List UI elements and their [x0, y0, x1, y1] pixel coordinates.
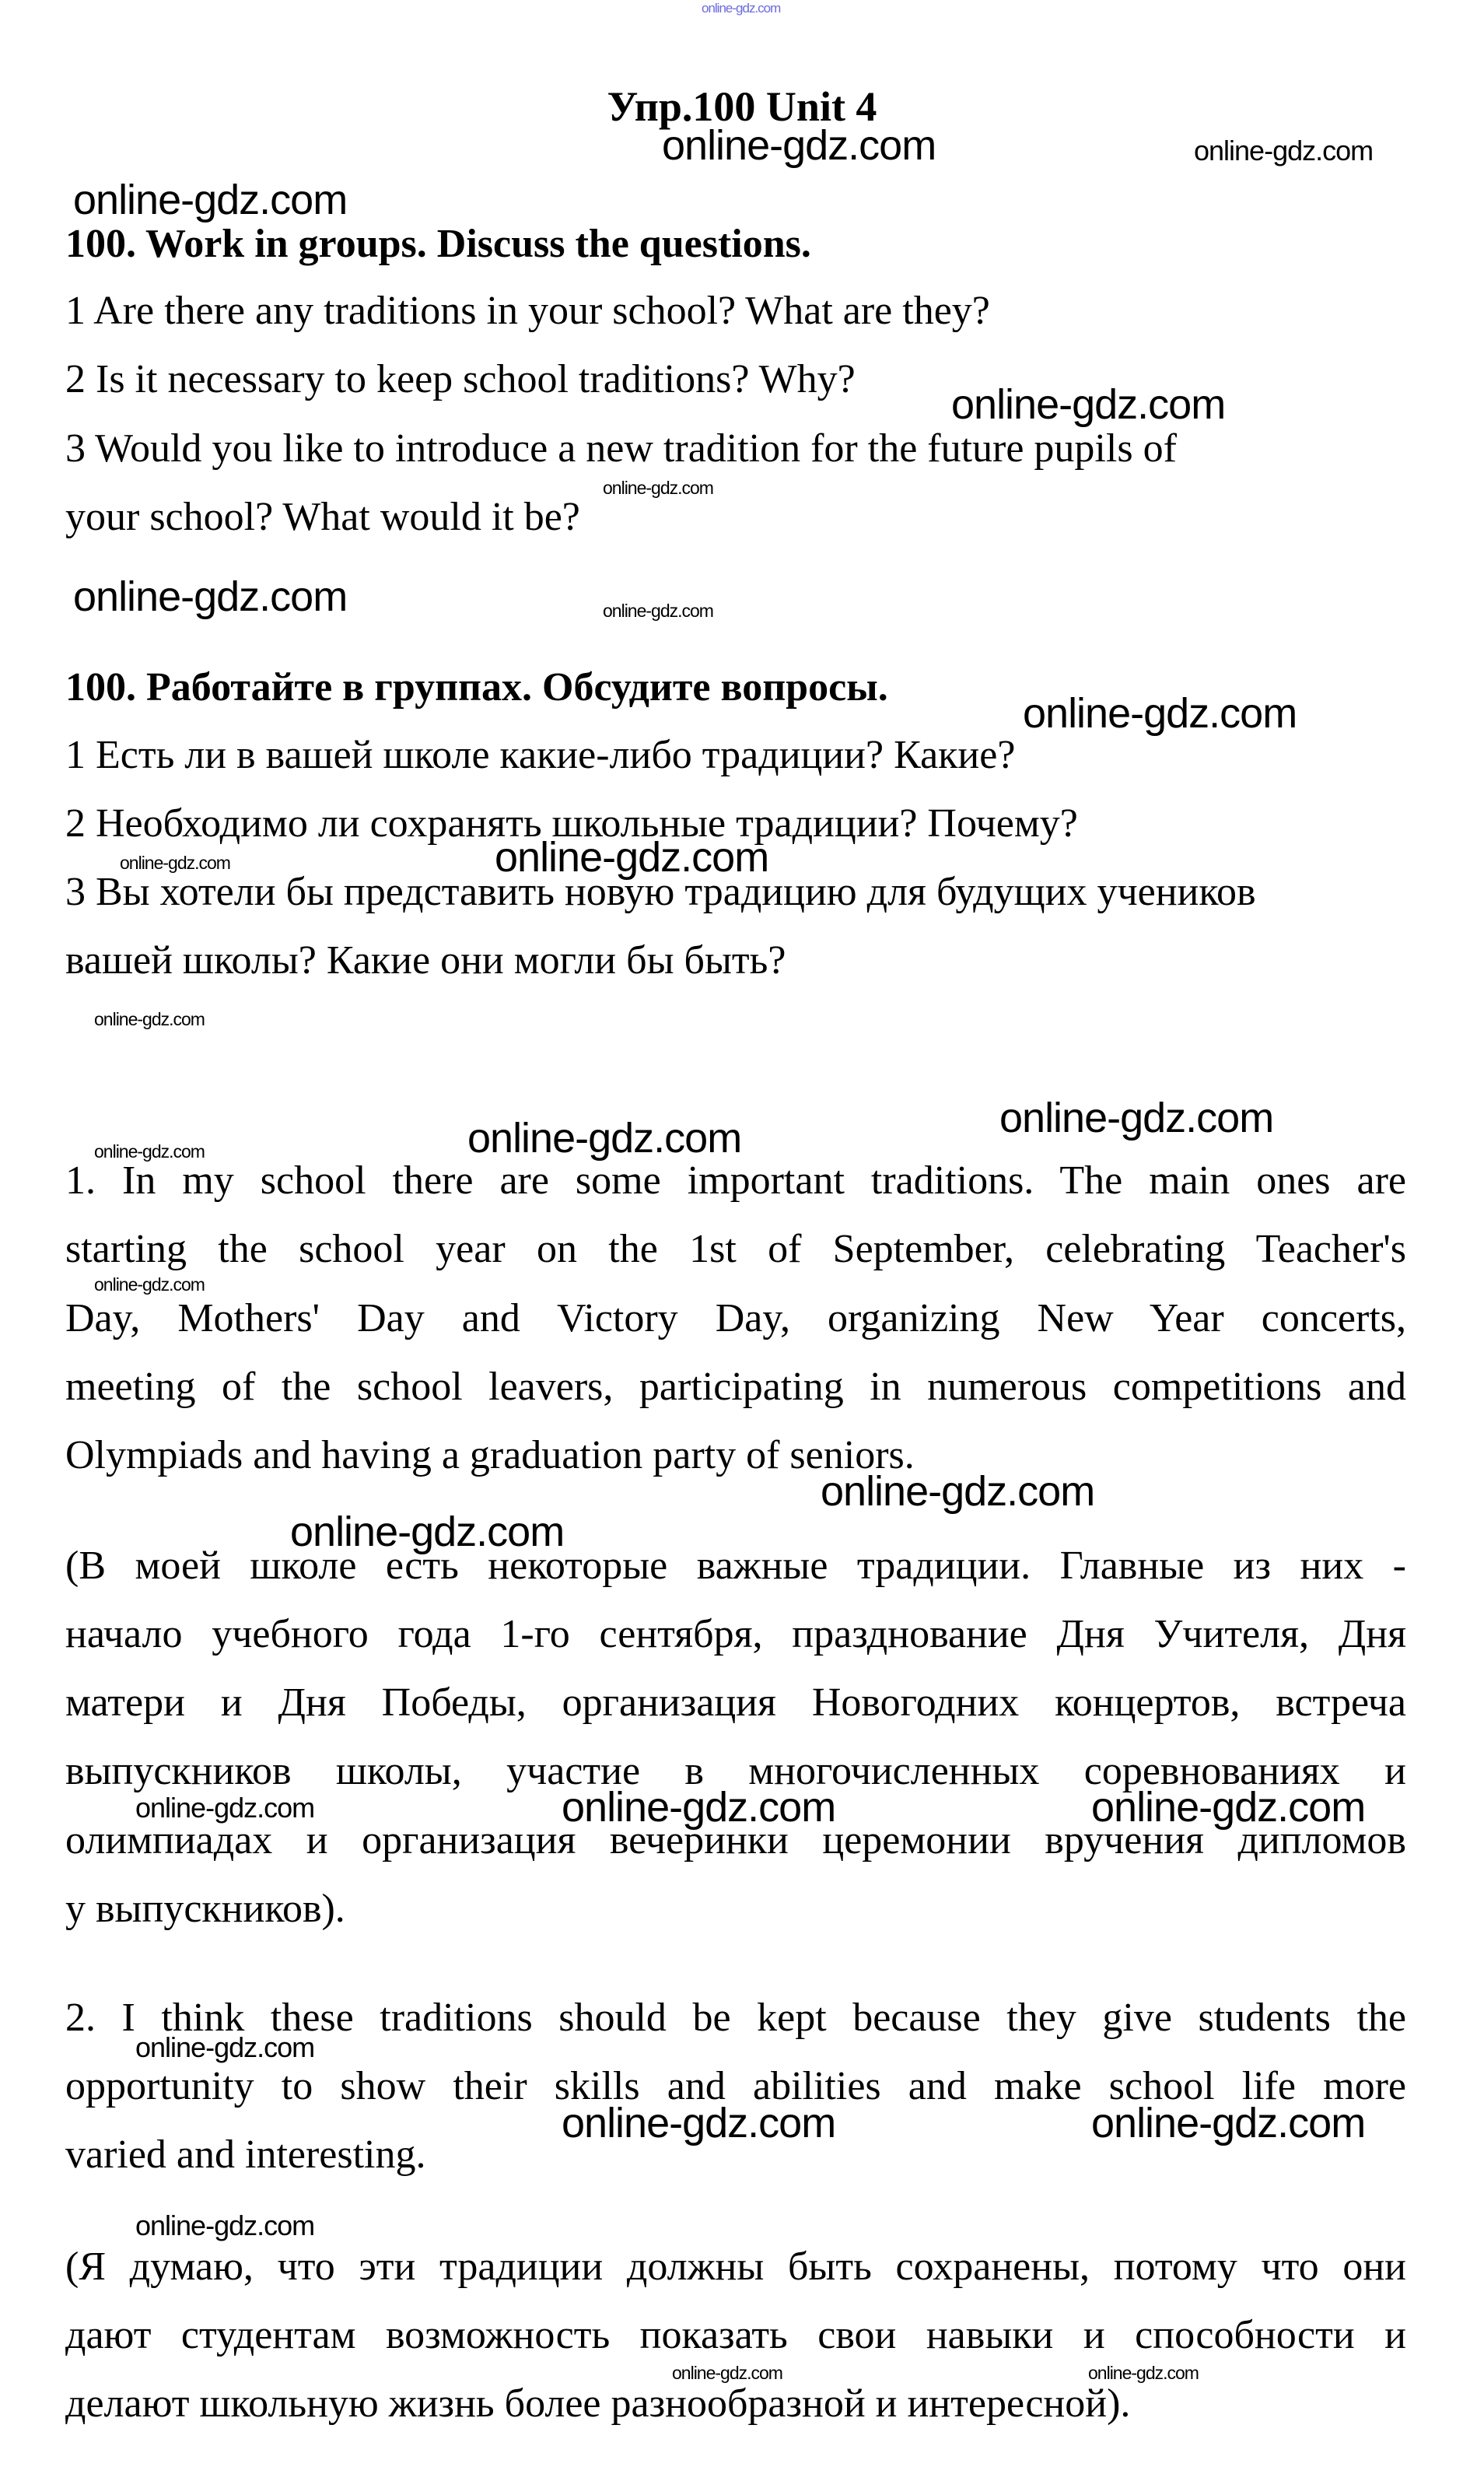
question-line: 2 Is it necessary to keep school traditions? Why? — [65, 357, 856, 401]
question-line: 3 Вы хотели бы представить новую традицию для будущих учеников — [65, 870, 1256, 914]
watermark: online-gdz.com — [821, 1468, 1095, 1515]
watermark: online-gdz.com — [73, 177, 348, 223]
watermark: online-gdz.com — [135, 2031, 315, 2063]
answer-line: (В моей школе есть некоторые важные традиции. Главные из них - — [65, 1544, 1406, 1588]
answer-line: матери и Дня Победы, организация Новогодних концертов, встреча — [65, 1680, 1406, 1725]
watermark: online-gdz.com — [1091, 2100, 1366, 2146]
question-line: your school? What would it be? — [65, 495, 580, 539]
answer-line: Olympiads and having a graduation party of seniors. — [65, 1433, 915, 1477]
watermark: online-gdz.com — [951, 381, 1226, 428]
watermark: online-gdz.com — [1194, 135, 1374, 166]
watermark: online-gdz.com — [603, 478, 713, 498]
question-line: 2 Необходимо ли сохранять школьные традиции? Почему? — [65, 801, 1078, 846]
answer-line: олимпиадах и организация вечеринки церемонии вручения дипломов — [65, 1818, 1406, 1863]
page-title: Упр.100 Unit 4 — [607, 83, 877, 130]
answer-line: starting the school year on the 1st of September, celebrating Teacher's — [65, 1227, 1406, 1271]
watermark: online-gdz.com — [562, 1784, 836, 1831]
question-line: вашей школы? Какие они могли бы быть? — [65, 938, 786, 983]
watermark: online-gdz.com — [94, 1141, 205, 1162]
watermark: online-gdz.com — [1088, 2363, 1199, 2383]
watermark: online-gdz.com — [73, 573, 348, 620]
answer-line: выпускников школы, участие в многочисленных соревнованиях и — [65, 1749, 1406, 1793]
watermark: online-gdz.com — [672, 2363, 782, 2383]
answer-line: 1. In my school there are some important traditions. The main ones are — [65, 1158, 1406, 1203]
answer-line: Day, Mothers' Day and Victory Day, organizing New Year concerts, — [65, 1296, 1406, 1340]
watermark: online-gdz.com — [135, 2209, 315, 2241]
watermark: online-gdz.com — [120, 853, 230, 873]
watermark: online-gdz.com — [495, 834, 769, 881]
watermark: online-gdz.com — [662, 122, 936, 169]
answer-line: (Я думаю, что эти традиции должны быть сохранены, потому что они — [65, 2244, 1406, 2289]
question-line: 1 Are there any traditions in your school? What are they? — [65, 289, 990, 333]
answer-line: meeting of the school leavers, participating in numerous competitions and — [65, 1365, 1406, 1409]
question-line: 1 Есть ли в вашей школе какие-либо традиции? Какие? — [65, 733, 1016, 777]
watermark: online-gdz.com — [1023, 690, 1297, 737]
answer-line: дают студентам возможность показать свои навыки и способности и — [65, 2313, 1406, 2357]
watermark: online-gdz.com — [135, 1792, 315, 1824]
watermark: online-gdz.com — [999, 1095, 1274, 1141]
watermark: online-gdz.com — [290, 1509, 565, 1555]
watermark: online-gdz.com — [94, 1274, 205, 1295]
answer-line: 2. I think these traditions should be kept because they give students the — [65, 1996, 1406, 2040]
task-heading-ru: 100. Работайте в группах. Обсудите вопросы. — [65, 665, 888, 710]
watermark: online-gdz.com — [467, 1115, 742, 1162]
watermark: online-gdz.com — [1091, 1784, 1366, 1831]
answer-line: varied and interesting. — [65, 2132, 426, 2177]
watermark: online-gdz.com — [702, 1, 781, 16]
answer-line: делают школьную жизнь более разнообразной и интересной). — [65, 2381, 1131, 2426]
task-heading-en: 100. Work in groups. Discuss the questions. — [65, 222, 811, 266]
answer-line: opportunity to show their skills and abilities and make school life more — [65, 2064, 1406, 2108]
question-line: 3 Would you like to introduce a new tradition for the future pupils of — [65, 426, 1177, 471]
watermark: online-gdz.com — [562, 2100, 836, 2146]
answer-line: у выпускников). — [65, 1887, 345, 1931]
answer-line: начало учебного года 1-го сентября, празднование Дня Учителя, Дня — [65, 1612, 1406, 1656]
watermark: online-gdz.com — [603, 601, 713, 621]
watermark: online-gdz.com — [94, 1009, 205, 1029]
